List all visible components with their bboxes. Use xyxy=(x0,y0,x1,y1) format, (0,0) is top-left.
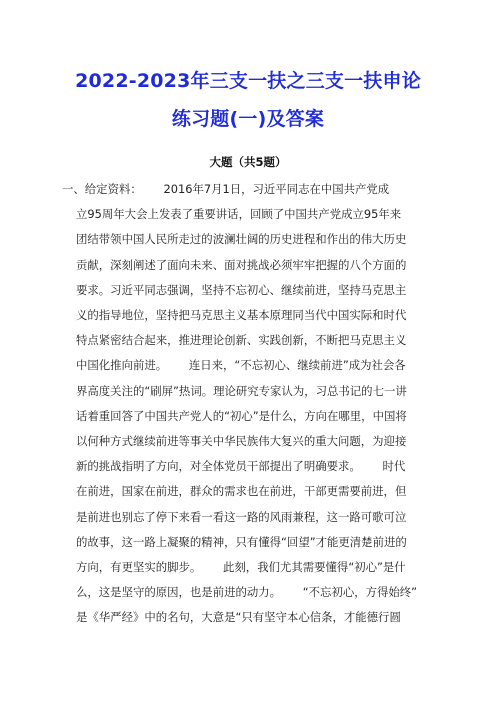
body-text-line: 一、给定资料： 2016年7月1日，习近平同志在中国共产党成 xyxy=(62,182,390,196)
document-title-line-2: 练习题(一)及答案 xyxy=(171,108,325,130)
body-text-line: 新的挑战指明了方向，对全体党员干部提出了明确要求。 时代 xyxy=(76,459,406,474)
body-text-line: 义的指导地位，坚持把马克思主义基本原理同当代中国实际和时代 xyxy=(76,308,407,322)
body-text-line: 贡献，深刻阐述了面向未来、面对挑战必须牢牢把握的八个方面的 xyxy=(76,257,407,272)
body-text-line: 话着重回答了中国共产党人的“初心”是什么，方向在哪里，中国将 xyxy=(76,408,407,423)
body-text-line: 么，这是坚守的原因，也是前进的动力。 “不忘初心，方得始终” xyxy=(76,585,418,600)
body-text-line: 中国化推向前进。 连日来，“不忘初心、继续前进”成为社会各 xyxy=(76,358,406,373)
body-text-line: 界高度关注的“刷屏”热词。理论研究专家认为，习总书记的七一讲 xyxy=(76,383,407,398)
body-text-line: 是《华严经》中的名句，大意是“只有坚守本心信条，才能德行圆 xyxy=(76,610,401,625)
body-text-line: 特点紧密结合起来，推进理论创新、实践创新，不断把马克思主义 xyxy=(76,333,407,348)
body-text-line: 是前进也别忘了停下来看一看这一路的风雨兼程，这一路可歌可泣 xyxy=(76,509,407,524)
document-title-line-1: 2022-2023年三支一扶之三支一扶申论 xyxy=(75,70,421,92)
body-text-line: 方向，有更坚实的脚步。 此刻，我们尤其需要懂得“初心”是什 xyxy=(76,560,406,574)
body-text-line: 要求。习近平同志强调，坚持不忘初心、继续前进，坚持马克思主 xyxy=(76,282,407,297)
body-text-line: 立95周年大会上发表了重要讲话，回顾了中国共产党成立95年来 xyxy=(76,207,402,222)
body-text-line: 的故事，这一路上凝聚的精神，只有懂得“回望”才能更清楚前进的 xyxy=(76,534,407,549)
body-text-line: 以何种方式继续前进等事关中华民族伟大复兴的重大问题，为迎接 xyxy=(76,434,407,448)
section-heading: 大题（共5题） xyxy=(209,155,287,169)
body-text-line: 团结带领中国人民所走过的波澜壮阔的历史进程和作出的伟大历史 xyxy=(76,232,407,247)
body-text-line: 在前进，国家在前进，群众的需求也在前进，干部更需要前进，但 xyxy=(76,484,407,499)
